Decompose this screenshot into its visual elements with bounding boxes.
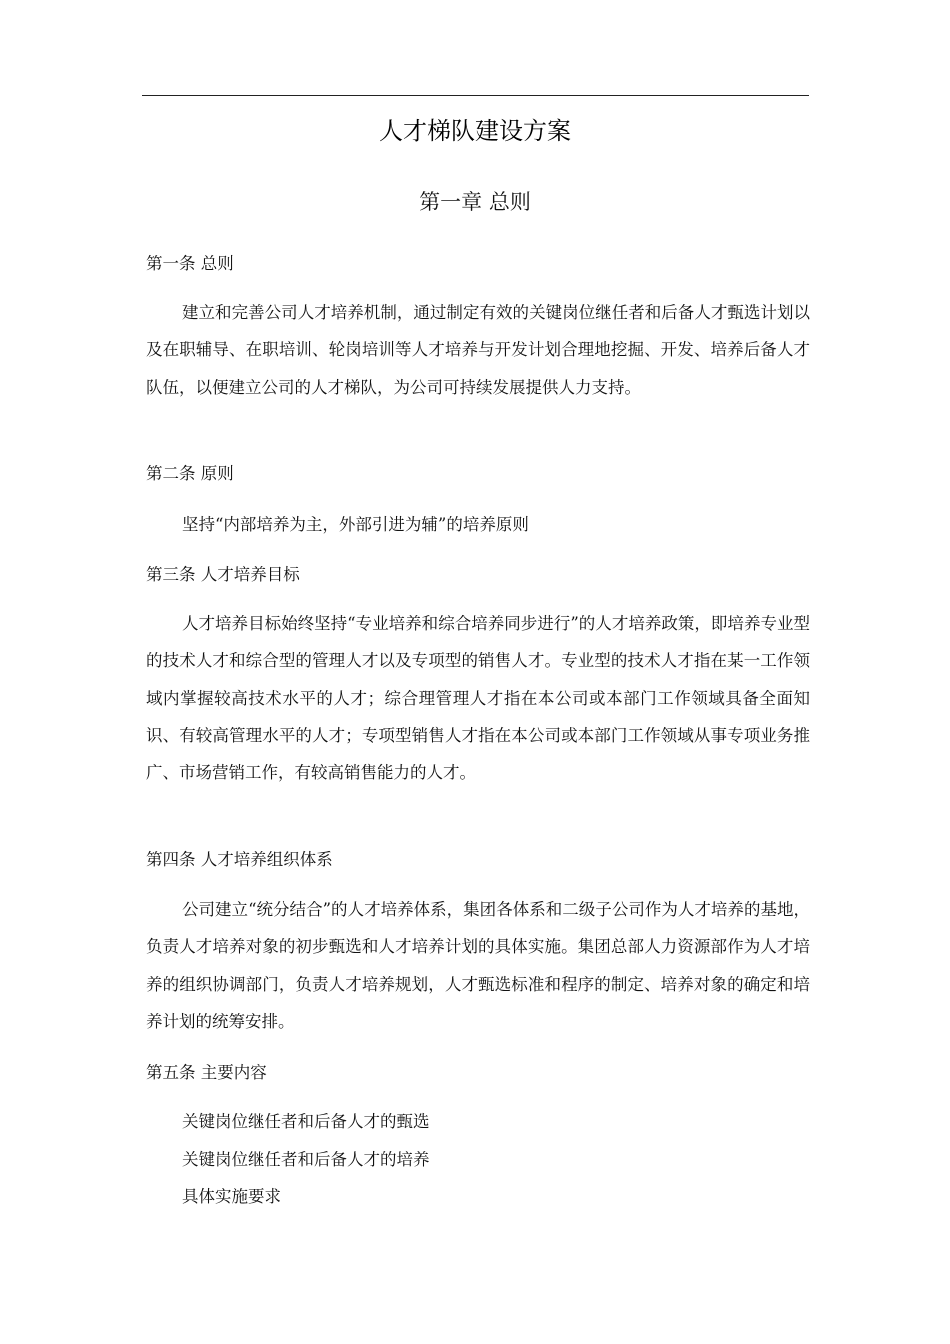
article-4-body: 公司建立“统分结合”的人才培养体系，集团各体系和二级子公司作为人才培养的基地，负责人才培养对象的初步甄选和人才培养计划的具体实施。集团总部人力资源部作为人才培养的组织协调部门，负责人才培养规划，人才甄选标准和程序的制定、培养对象的确定和培养计划的统筹安排。: [146, 900, 810, 1031]
header-rule: [142, 95, 809, 96]
article-3-body: 人才培养目标始终坚持“专业培养和综合培养同步进行”的人才培养政策，即培养专业型的技术人才和综合型的管理人才以及专项型的销售人才。专业型的技术人才指在某一工作领域内掌握较高技术水平的人才；综合理管理人才指在本公司或本部门工作领域具备全面知识、有较高管理水平的人才；专项型销售人才指在本公司或本部门工作领域从事专项业务推广、市场营销工作，有较高销售能力的人才。: [146, 614, 810, 783]
article-2-body: 坚持“内部培养为主，外部引进为辅”的培养原则: [182, 515, 529, 534]
article-5-heading: 第五条 主要内容: [146, 1063, 267, 1082]
article-1-body: 建立和完善公司人才培养机制，通过制定有效的关键岗位继任者和后备人才甄选计划以及在职辅导、在职培训、轮岗培训等人才培养与开发计划合理地挖掘、开发、培养后备人才队伍，以便建立公司的人才梯队，为公司可持续发展提供人力支持。: [146, 303, 810, 397]
chapter-title: 第一章 总则: [419, 190, 531, 214]
document-title: 人才梯队建设方案: [379, 117, 571, 145]
article-2-heading: 第二条 原则: [146, 464, 234, 483]
list-item: 关键岗位继任者和后备人才的培养: [182, 1149, 430, 1169]
article-5-list: [182, 1103, 430, 1216]
list-item: 具体实施要求: [182, 1187, 281, 1207]
article-1-heading: 第一条 总则: [146, 254, 234, 273]
article-4-heading: 第四条 人才培养组织体系: [146, 850, 333, 869]
article-3-heading: 第三条 人才培养目标: [146, 565, 300, 584]
list-item: 关键岗位继任者和后备人才的甄选: [182, 1112, 430, 1131]
